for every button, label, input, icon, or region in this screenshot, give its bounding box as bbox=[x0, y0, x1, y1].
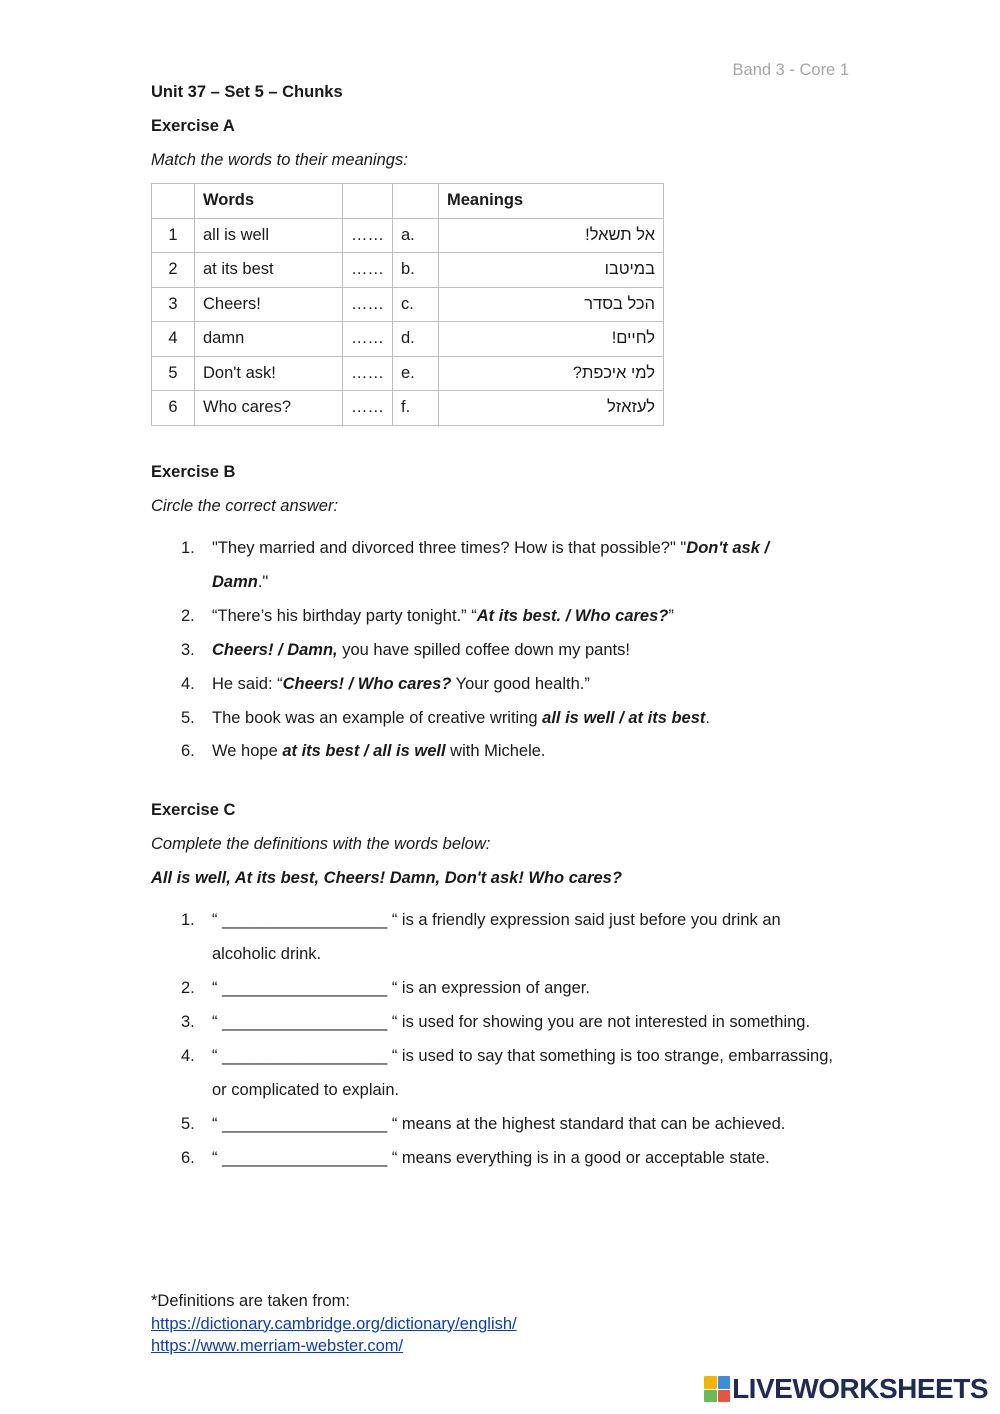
item-text: or complicated to explain. bbox=[212, 1081, 400, 1099]
item-number: 2. bbox=[181, 607, 195, 625]
row-number: 6 bbox=[152, 391, 195, 426]
row-word: all is well bbox=[195, 218, 343, 253]
row-letter: d. bbox=[393, 322, 439, 357]
fill-in-line[interactable]: “ __________________ “ is a friendly expression said just before you drink an bbox=[212, 911, 781, 929]
answer-blank[interactable]: …… bbox=[343, 218, 393, 253]
item-number: 3. bbox=[181, 641, 195, 659]
row-letter: a. bbox=[393, 218, 439, 253]
answer-choices[interactable]: all is well / at its best bbox=[542, 709, 706, 727]
item-text: He said: “ bbox=[212, 675, 283, 693]
answer-choices[interactable]: Cheers! / Damn, bbox=[212, 641, 338, 659]
answer-choices[interactable]: at its best / all is well bbox=[282, 742, 446, 760]
row-meaning: במיטבו bbox=[439, 253, 664, 288]
answer-choices[interactable]: Don't ask / bbox=[686, 539, 770, 557]
table-row bbox=[152, 218, 664, 253]
answer-blank[interactable]: …… bbox=[343, 287, 393, 322]
table-row bbox=[152, 322, 664, 357]
row-word: damn bbox=[195, 322, 343, 357]
item-text: you have spilled coffee down my pants! bbox=[337, 641, 630, 659]
col-meanings-header: Meanings bbox=[439, 184, 664, 219]
item-number: 5. bbox=[181, 1115, 195, 1133]
sources-note: *Definitions are taken from: bbox=[151, 1292, 351, 1310]
item-text: ." bbox=[257, 573, 269, 591]
row-letter: f. bbox=[393, 391, 439, 426]
word-bank: All is well, At its best, Cheers! Damn, Don't ask! Who cares? bbox=[151, 869, 622, 887]
item-number: 5. bbox=[181, 709, 195, 727]
item-number: 2. bbox=[181, 979, 195, 997]
page-header-band: Band 3 - Core 1 bbox=[732, 61, 849, 79]
answer-choices[interactable]: At its best. / Who cares? bbox=[476, 607, 669, 625]
exercise-b-instruction: Circle the correct answer: bbox=[151, 497, 339, 515]
table-header-row bbox=[152, 184, 664, 219]
row-letter: e. bbox=[393, 356, 439, 391]
logo-text: LIVEWORKSHEETS bbox=[732, 1373, 988, 1404]
row-number: 5 bbox=[152, 356, 195, 391]
row-meaning: למי איכפת? bbox=[439, 356, 664, 391]
row-word: Cheers! bbox=[195, 287, 343, 322]
table-row bbox=[152, 391, 664, 426]
row-number: 2 bbox=[152, 253, 195, 288]
fill-in-line[interactable]: “ __________________ “ means at the highest standard that can be achieved. bbox=[212, 1115, 786, 1133]
answer-choices[interactable]: Cheers! / Who cares? bbox=[282, 675, 452, 693]
col-words-header: Words bbox=[195, 184, 343, 219]
fill-in-line[interactable]: “ __________________ “ means everything is in a good or acceptable state. bbox=[212, 1149, 770, 1167]
row-number: 1 bbox=[152, 218, 195, 253]
item-text: The book was an example of creative writing bbox=[212, 709, 543, 727]
row-meaning: לעזאזל bbox=[439, 391, 664, 426]
exercise-a-instruction: Match the words to their meanings: bbox=[151, 151, 408, 169]
row-word: at its best bbox=[195, 253, 343, 288]
item-text: . bbox=[705, 709, 710, 727]
item-number: 4. bbox=[181, 675, 195, 693]
item-number: 4. bbox=[181, 1047, 195, 1065]
merriam-webster-link[interactable]: https://www.merriam-webster.com/ bbox=[151, 1337, 404, 1355]
table-row bbox=[152, 356, 664, 391]
item-text: with Michele. bbox=[445, 742, 546, 760]
answer-blank[interactable]: …… bbox=[343, 253, 393, 288]
footer-sources bbox=[151, 1290, 517, 1358]
exercise-b-title: Exercise B bbox=[151, 463, 236, 481]
exercise-c-title: Exercise C bbox=[151, 801, 236, 819]
table-row bbox=[152, 287, 664, 322]
row-meaning: הכל בסדר bbox=[439, 287, 664, 322]
cambridge-link[interactable]: https://dictionary.cambridge.org/dictionary/english/ bbox=[151, 1314, 517, 1333]
answer-blank[interactable]: …… bbox=[343, 356, 393, 391]
item-number: 1. bbox=[181, 539, 195, 557]
item-number: 6. bbox=[181, 1149, 195, 1167]
item-text: “There’s his birthday party tonight.” “ bbox=[212, 607, 477, 625]
item-text: ” bbox=[668, 607, 674, 625]
row-number: 3 bbox=[152, 287, 195, 322]
item-number: 3. bbox=[181, 1013, 195, 1031]
row-letter: b. bbox=[393, 253, 439, 288]
answer-blank[interactable]: …… bbox=[343, 322, 393, 357]
logo-mark-icon bbox=[704, 1376, 730, 1402]
item-number: 6. bbox=[181, 742, 195, 760]
matching-table bbox=[151, 183, 664, 426]
row-meaning: לחיים! bbox=[439, 322, 664, 357]
item-number: 1. bbox=[181, 911, 195, 929]
fill-in-line[interactable]: “ __________________ “ is used for showing you are not interested in something. bbox=[212, 1013, 811, 1031]
exercise-a-title: Exercise A bbox=[151, 117, 235, 135]
fill-in-line[interactable]: “ __________________ “ is used to say that something is too strange, embarrassing, bbox=[212, 1047, 833, 1065]
row-letter: c. bbox=[393, 287, 439, 322]
answer-blank[interactable]: …… bbox=[343, 391, 393, 426]
answer-choices[interactable]: Damn bbox=[212, 573, 258, 591]
table-row bbox=[152, 253, 664, 288]
row-word: Don't ask! bbox=[195, 356, 343, 391]
row-number: 4 bbox=[152, 322, 195, 357]
fill-in-line[interactable]: “ __________________ “ is an expression of anger. bbox=[212, 979, 590, 997]
liveworksheets-logo[interactable] bbox=[704, 1374, 988, 1404]
item-text: Your good health.” bbox=[451, 675, 590, 693]
item-text: We hope bbox=[212, 742, 283, 760]
page-title: Unit 37 – Set 5 – Chunks bbox=[151, 83, 343, 101]
row-word: Who cares? bbox=[195, 391, 343, 426]
item-text: "They married and divorced three times? How is that possible?" " bbox=[212, 539, 687, 557]
exercise-c-instruction: Complete the definitions with the words below: bbox=[151, 835, 491, 853]
row-meaning: אל תשאל! bbox=[439, 218, 664, 253]
item-text: alcoholic drink. bbox=[212, 945, 322, 963]
